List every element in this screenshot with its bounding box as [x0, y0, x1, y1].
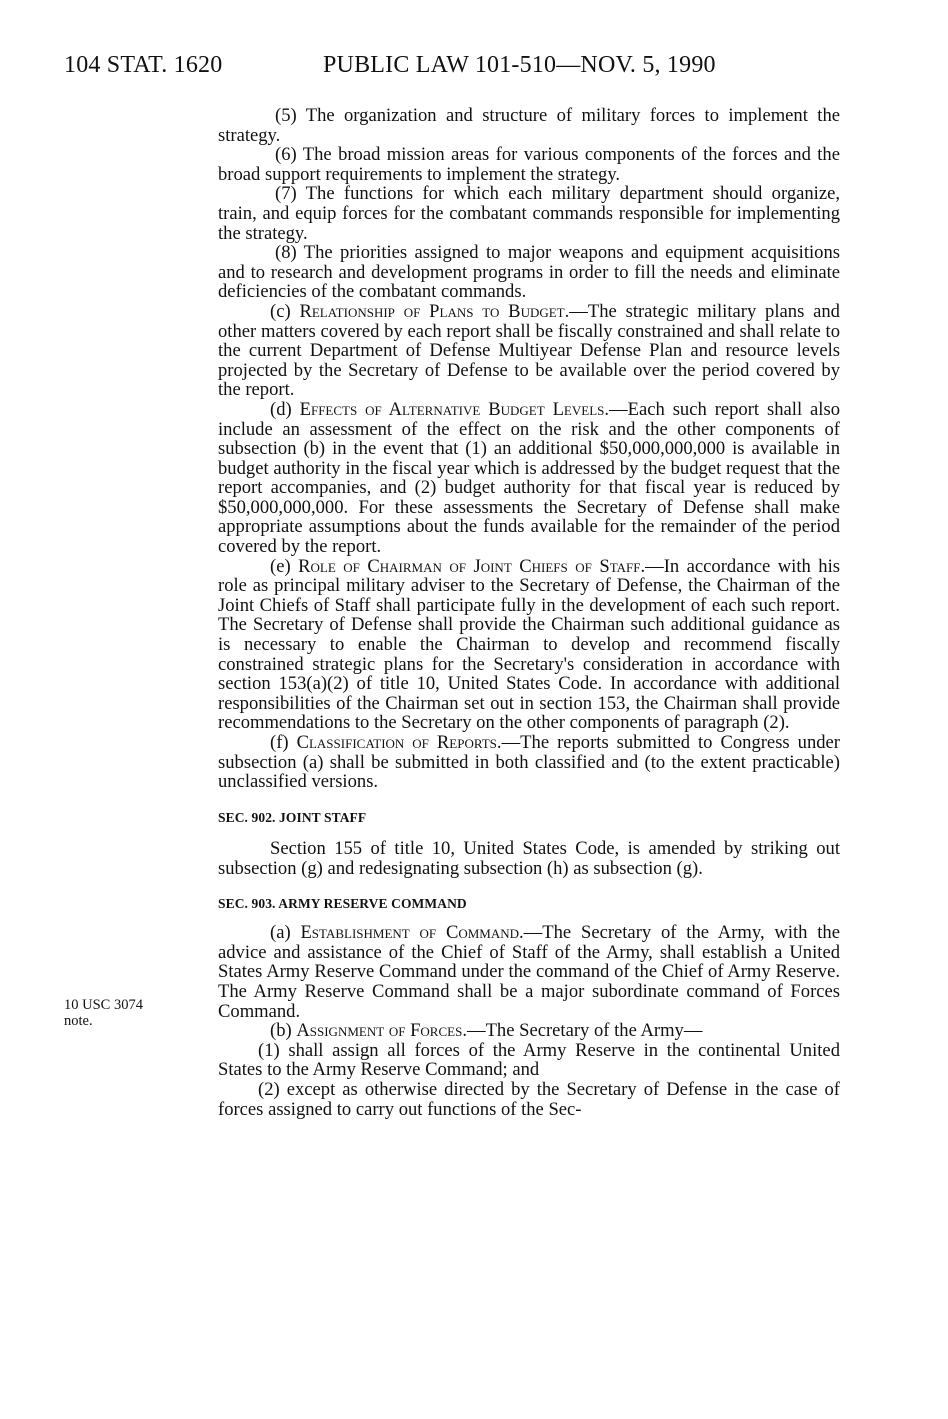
subsection-e: [218, 557, 840, 733]
subsection-c: [218, 302, 840, 400]
subsection-d-text: —Each such report shall also include an assessment of the effect on the risk and the other components of subsection (b) in the event that (1) an additional $50,000,000,000 is available in budget authority in the fiscal year which is addressed by the budget request that the report accompanies, and (2) budget authority for that fiscal year is reduced by $50,000,000,000. For these assessments the Secretary of Defense shall make appropriate assumptions about the funds available for the remainder of the period covered by the report.: [218, 398, 840, 558]
statute-page-number: 104 STAT. 1620: [64, 52, 223, 78]
section-903-a-heading: Establishment of Command.: [300, 922, 524, 944]
body-text-column: [218, 106, 840, 1119]
subsection-d-label: (d): [270, 398, 300, 420]
section-903-b-text: —The Secretary of the Army—: [466, 1020, 703, 1042]
paragraph-8: (8) The priorities assigned to major weapons and equipment acquisitions and to research and development programs in order to fill the needs and eliminate deficiencies of the combatant commands.: [218, 242, 840, 303]
section-903-subsection-b: [218, 1021, 840, 1041]
subsection-d-heading: Effects of Alternative Budget Levels.: [299, 398, 610, 420]
section-902-heading: SEC. 902. JOINT STAFF: [218, 809, 367, 825]
subsection-f: [218, 733, 840, 792]
margin-citation-note: [64, 997, 184, 1029]
paragraph-5: (5) The organization and structure of military forces to implement the strategy.: [218, 105, 840, 146]
section-903-subsection-a: [218, 923, 840, 1021]
margin-citation: 10 USC 3074: [64, 997, 143, 1013]
section-903-a-text: —The Secretary of the Army, with the advice and assistance of the Chief of Staff of the Army, shall establish a United States Army Reserve Command under the command of the Chief of Army Reserve. The Army Reserve Command shall be a major subordinate command of Forces Command.: [218, 922, 840, 1022]
section-903-b-item-2: (2) except as otherwise directed by the Secretary of Defense in the case of forces assigned to carry out functions of the Sec-: [218, 1078, 840, 1120]
subsection-d: [218, 400, 840, 557]
section-902-text: Section 155 of title 10, United States Code, is amended by striking out subsection (g) and redesignating subsection (h) as subsection (g).: [218, 838, 840, 879]
page-header: [0, 52, 948, 88]
margin-citation-suffix: note.: [64, 1013, 93, 1029]
subsection-c-text: —The strategic military plans and other matters covered by each report shall be fiscally constrained and shall relate to the current Department of Defense Multiyear Defense Plan and resource levels projected by the Secretary of Defense to be available over the period covered by the report.: [218, 300, 840, 401]
section-903-a-label: (a): [270, 922, 301, 944]
section-903-b-label: (b): [270, 1020, 297, 1042]
paragraph-6: (6) The broad mission areas for various components of the forces and the broad support requirements to implement the strategy.: [218, 144, 840, 185]
subsection-f-heading: Classification of Reports.: [296, 732, 502, 753]
section-903-b-item-1: (1) shall assign all forces of the Army Reserve in the continental United States to the Army Reserve Command; and: [218, 1039, 840, 1081]
subsection-e-text: —In accordance with his role as principal military adviser to the Secretary of Defense, the Chairman of the Joint Chiefs of Staff shall participate fully in the development of each such report. The Secretary of Defense shall provide the Chairman such additional guidance as is necessary to enable the Chairman to develop and recommend fiscally constrained strategic plans for the Secretary's consideration in accordance with section 153(a)(2) of title 10, United States Code. In accordance with additional responsibilities of the Chairman set out in section 153, the Chairman shall provide recommendations to the Secretary on the other components of paragraph (2).: [218, 555, 840, 734]
subsection-e-label: (e): [270, 555, 299, 577]
subsection-f-label: (f): [270, 732, 297, 753]
section-903-heading: SEC. 903. ARMY RESERVE COMMAND: [218, 895, 467, 911]
subsection-f-text: —The reports submitted to Congress under subsection (a) shall be submitted in both classified and (to the extent practicable) unclassified versions.: [218, 732, 840, 793]
section-903-b-heading: Assignment of Forces.: [296, 1020, 467, 1042]
subsection-c-heading: Relationship of Plans to Budget.: [299, 300, 570, 322]
subsection-e-heading: Role of Chairman of Joint Chiefs of Staff.: [298, 555, 646, 577]
subsection-c-label: (c): [270, 300, 300, 322]
paragraph-7: (7) The functions for which each military department should organize, train, and equip forces for the combatant commands responsible for implementing the strategy.: [218, 183, 840, 244]
running-title: PUBLIC LAW 101-510—NOV. 5, 1990: [323, 52, 716, 78]
